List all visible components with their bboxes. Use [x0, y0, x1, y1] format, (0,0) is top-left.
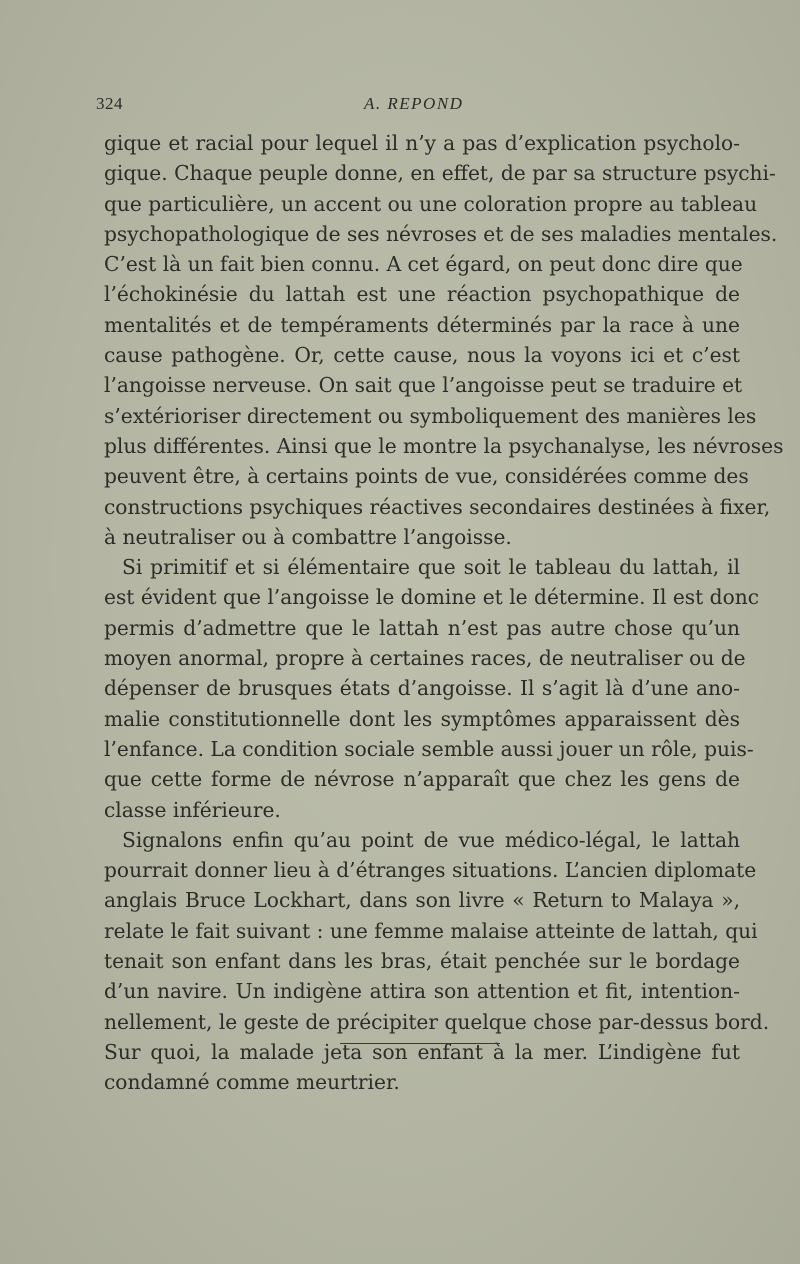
text-line: gique. Chaque peuple donne, en effet, de par sa structure psychi-	[104, 161, 776, 186]
text-line: plus différentes. Ainsi que le montre la psychanalyse, les névroses	[104, 433, 784, 458]
text-line: constructions psychiques réactives secondaires destinées à fixer,	[104, 494, 771, 519]
text-line: Sur quoi, la malade jeta son enfant à la mer. L’indigène fut	[104, 1039, 740, 1064]
text-line: relate le fait suivant : une femme malaise atteinte de lattah, qui	[104, 918, 758, 943]
text-line: nellement, le geste de précipiter quelque chose par-dessus bord.	[104, 1009, 770, 1034]
text-line: d’un navire. Un indigène attira son attention et fit, intention-	[104, 979, 740, 1004]
text-line: malie constitutionnelle dont les symptômes apparaissent dès	[104, 706, 740, 731]
text-line: permis d’admettre que le lattah n’est pas autre chose qu’un	[104, 615, 740, 640]
text-line: classe inférieure.	[104, 797, 281, 822]
text-line: moyen anormal, propre à certaines races, de neutraliser ou de	[104, 646, 746, 671]
text-line: à neutraliser ou à combattre l’angoisse.	[104, 524, 512, 549]
text-line: dépenser de brusques états d’angoisse. Il s’agit là d’une ano-	[104, 676, 740, 701]
text-line: l’échokinésie du lattah est une réaction psychopathique de	[104, 282, 740, 307]
text-line: anglais Bruce Lockhart, dans son livre « Return to Malaya »,	[104, 888, 740, 913]
body-text	[104, 128, 784, 1098]
text-line: cause pathogène. Or, cette cause, nous la voyons ici et c’est	[104, 343, 740, 368]
text-line: peuvent être, à certains points de vue, considérées comme des	[104, 464, 749, 489]
text-line: condamné comme meurtrier.	[104, 1070, 400, 1095]
text-line: C’est là un fait bien connu. A cet égard, on peut donc dire que	[104, 252, 743, 277]
text-line: s’extérioriser directement ou symboliquement des manières les	[104, 403, 757, 428]
page-number: 324	[96, 94, 123, 113]
text-line: que particulière, un accent ou une coloration propre au tableau	[104, 191, 758, 216]
page-header	[96, 94, 748, 118]
text-line: psychopathologique de ses névroses et de ses maladies mentales.	[104, 221, 778, 246]
text-line: pourrait donner lieu à d’étranges situations. L’ancien diplomate	[104, 858, 757, 883]
text-line: gique et racial pour lequel il n’y a pas d’explication psycholo-	[104, 131, 740, 155]
text-line: que cette forme de névrose n’apparaît que chez les gens de	[104, 767, 740, 792]
text-line: est évident que l’angoisse le domine et le détermine. Il est donc	[104, 585, 760, 610]
text-line: Signalons enfin qu’au point de vue médico-légal, le lattah	[122, 827, 740, 852]
end-rule	[340, 1043, 500, 1044]
text-line: l’angoisse nerveuse. On sait que l’angoisse peut se traduire et	[104, 373, 743, 398]
running-head: A. REPOND	[364, 94, 464, 113]
text-line: Si primitif et si élémentaire que soit le tableau du lattah, il	[122, 555, 740, 580]
text-line: mentalités et de tempéraments déterminés par la race à une	[104, 312, 740, 337]
text-line: l’enfance. La condition sociale semble aussi jouer un rôle, puis-	[104, 736, 754, 761]
text-line: tenait son enfant dans les bras, était penchée sur le bordage	[104, 949, 740, 974]
